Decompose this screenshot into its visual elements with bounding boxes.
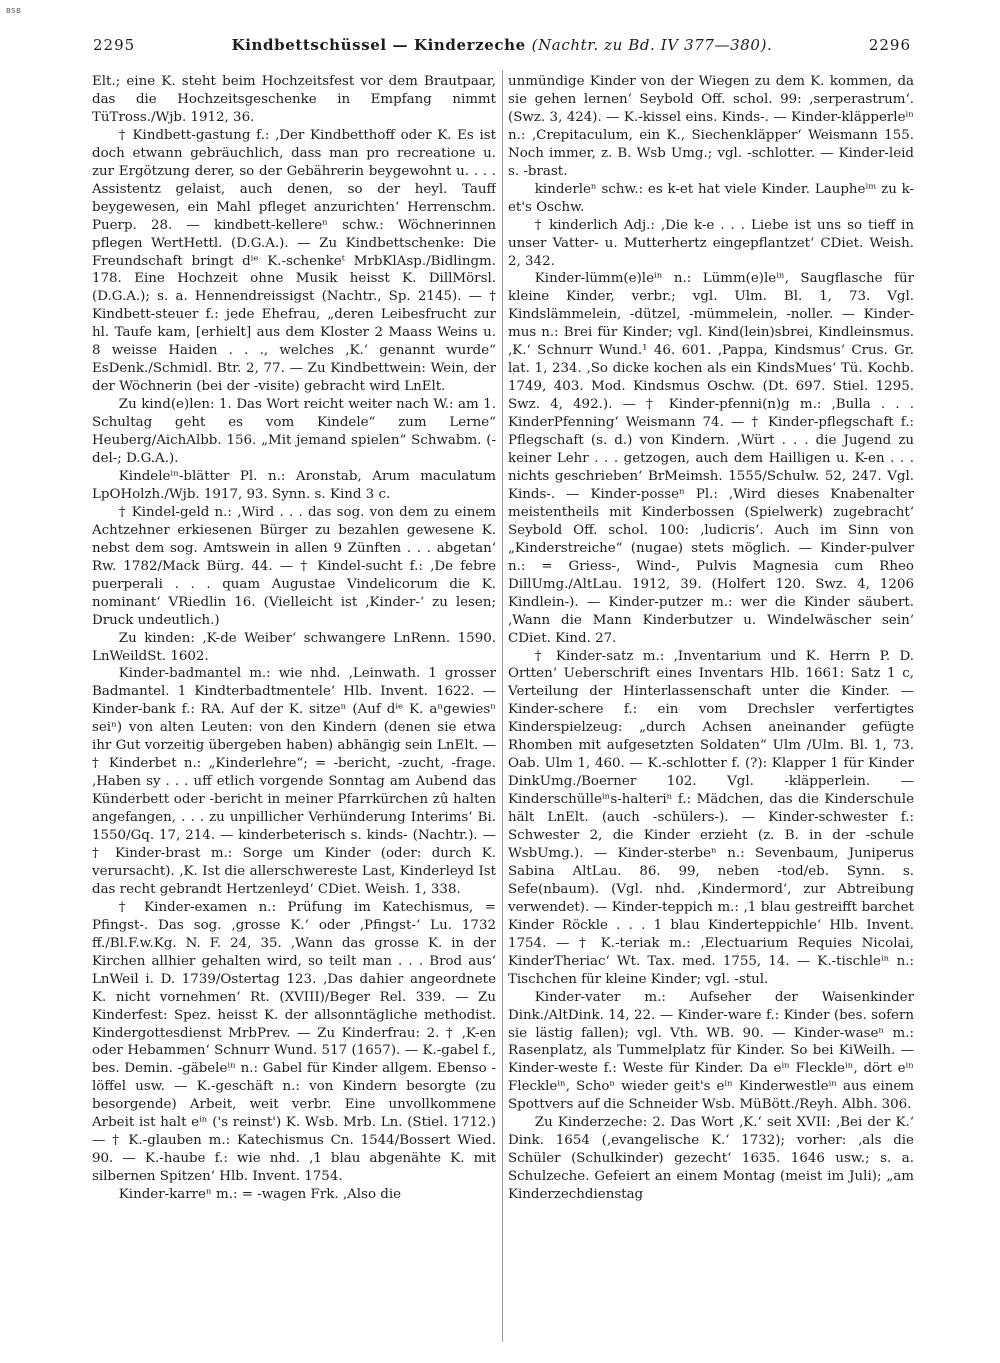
paragraph: Kinder-vater m.: Aufseher der Waisenkinder Dink./AltDink. 14, 22. — Kinder-ware f.: Kinder (bes. sofern sie lästig fallen); vgl. Vth. WB. 90. — Kinder-waseⁿ m.: Rasenplatz, als Tummelplatz für Kinder. So bei KiWeilh. — Kinder-weste f.: Weste für Kinder. Da eⁱⁿ Fleckleⁱⁿ, dört eⁱⁿ Fleckleⁱⁿ, Schoⁿ wieder geit's eⁱⁿ Kinderwestleⁱⁿ aus einem Spottvers auf die Schneider Wsb. MüBött./Reyh. Albh. 306. (508, 989, 914, 1113)
paragraph: † kinderlich Adj.: ‚Die k-e . . . Liebe ist uns so tieff in unser Vatter- u. Mutterhertz eingepflantzet‘ CDiet. Weish. 2, 342. (508, 217, 914, 269)
paragraph: † Kindbett-gastung f.: ‚Der Kindbetthoff oder K. Es ist doch etwann gebräuchlich, dass man pro recreatione u. zur Ergötzung derer, so der Gebährerin beygewohnt u. . . . Assistentz gelaist, auch denen, so der heyl. Tauff beygewesen, ein Mahl pfleget anzurichten‘ Herrenschm. Puerp. 28. — kindbett-kellereⁿ schw.: Wöchnerinnen pflegen WertHettl. (D.G.A.). — Zu Kindbettschenke: Die Freundschaft bringt dⁱᵉ K.-schenkeᵗ MrbKlAsp./Bidlingm. 178. Eine Hochzeit ohne Musik heisst K. DillMörsl. (D.G.A.); s. a. Hennendreissigst (Nachtr., Sp. 2145). — † Kindbett-steuer f.: jede Ehefrau, „deren Leibesfrucht zur hl. Taufe kam, [erhielt] aus dem Kloster 2 Maass Weins u. 8 weisse Haiden . . ., welches ‚K.‘ genannt wurde“ EsDenk./Schmidl. Btr. 2, 77. — Zu Kindbettwein: Wein, der der Wöchnerin (bei der -visite) gebracht wird LnElt. (92, 127, 496, 395)
column-divider (502, 70, 503, 1342)
running-title-subtitle: (Nachtr. zu Bd. IV 377—380). (531, 36, 773, 54)
left-column (92, 73, 496, 1343)
paragraph: Zu Kinderzeche: 2. Das Wort ‚K.‘ seit XVII: ‚Bei der K.‘ Dink. 1654 (‚evangelische K.‘ 1732); vorher: ‚als die Schüler (Schulkinder) gezecht‘ 1635. 1646 usw.; s. a. Schulzeche. Gefeiert an einem Montag (meist im Juli); „am Kinderzechdienstag (508, 1115, 914, 1203)
paragraph: Kindeleⁱⁿ-blätter Pl. n.: Aronstab, Arum maculatum LpOHolzh./Wjb. 1917, 93. Synn. s. Kind 3 c. (92, 468, 496, 502)
paragraph: Zu kinden: ‚K-de Weiber‘ schwangere LnRenn. 1590. LnWeildSt. 1602. (92, 630, 496, 664)
paragraph: unmündige Kinder von der Wiegen zu dem K. kommen, da sie gehen lernen‘ Seybold Off. schol. 99: ‚serperastrum‘. (Swz. 3, 424). — K.-kissel eins. Kinds-. — Kinder-kläpperleⁱⁿ n.: ‚Crepitaculum, ein K., Siechenkläpper‘ Weismann 155. Noch immer, z. B. Wsb Umg.; vgl. -schlotter. — Kinder-leid s. -brast. (508, 74, 914, 179)
paragraph: Kinder-badmantel m.: wie nhd. ‚Leinwath. 1 grosser Badmantel. 1 Kindterbadtmentele‘ Hlb. Invent. 1622. — Kinder-bank f.: RA. Auf der K. sitzeⁿ (Auf dⁱᵉ K. aⁿgewiesⁿ seiⁿ) von alten Leuten: von den Kindern (denen sie etwa ihr Gut vorzeitig übergeben haben) abhängig sein LnElt. — † Kinderbet n.: „Kinderlehre“; = -bericht, -zucht, -frage. ‚Haben sy . . . uff etlich vorgende Sonntag am Aubend das Künderbett oder -bericht in meiner Pfarrkürchen zû halten angefangen, . . . zu unpillicher Verhünderung Interims‘ Bi. 1550/Gq. 17, 214. — kinderbeterisch s. kinds- (Nachtr.). — † Kinder-brast m.: Sorge um Kinder (oder: durch K. verursacht). ‚K. Ist die allerschwereste Last, Kinderleyd Ist das recht gebrandt Hertzenleyd‘ CDiet. Weish. 1, 338. (92, 666, 496, 897)
paragraph: † Kinder-satz m.: ‚Inventarium und K. Herrn P. D. Ortten‘ Ueberschrift eines Inventars Hlb. 1661: Satz 1 c, Verteilung der Hinterlassenschaft unter die Kinder. — Kinder-schere f.: ein vom Drechsler verfertigtes Kinderspielzeug: „durch Achsen aneinander gefügte Rhomben mit aufgesetzten Soldaten“ Ulm /Ulm. Bl. 1, 73. Oab. Ulm 1, 460. — K.-schlotter f. (?): Klapper 1 für Kinder DinkUmg./Boerner 102. Vgl. -kläpperlein. — Kinderschülleⁱⁿs-halteriⁿ f.: Mädchen, das die Kinderschule hält LnElt. (auch -schülers-). — Kinder-schwester f.: Schwester 2, die Kinder erzieht (z. B. in der -schule WsbUmg.). — Kinder-sterbeⁿ n.: Sevenbaum, Juniperus Sabina AltLau. 86. 99, neben -tod/eb. Synn. s. Sefe(nbaum). (Vgl. nhd. ‚Kindermord‘, zur Abtreibung verwendet). — Kinder-teppich m.: ‚1 blau gestreifft barchet Kinder Röckle . . . 1 blau Kinderteppichle‘ Hlb. Invent. 1754. — † K.-teriak m.: ‚Electuarium Requies Nicolai, KinderTheriac‘ Wt. Tax. med. 1755, 14. — K.-tischleⁱⁿ n.: Tischchen für kleine Kinder; vgl. -stul. (508, 648, 914, 987)
running-title (93, 36, 911, 54)
paragraph: Zu kind(e)len: 1. Das Wort reicht weiter nach W.: am 1. Schultag geht es vom Kindele“ zum Lerne“ Heuberg/AichAlbb. 156. „Mit jemand spielen“ Schwabm. (-del-; D.G.A.). (92, 397, 496, 467)
paragraph: Kinder-lümm(e)leⁱⁿ n.: Lümm(e)leⁱⁿ, Saugflasche für kleine Kinder, verbr.; vgl. Ulm. Bl. 1, 73. Vgl. Kindslämmelein, -dützel, -mümmelein, -noller. — Kinder-mus n.: Brei für Kinder; vgl. Kind(lein)sbrei, Kindleinsmus. ‚K.‘ Schnurr Wund.¹ 46. 601. ‚Pappa, Kindsmus‘ Crus. Gr. lat. 1, 234. ‚So dicke kochen als ein KindsMues‘ Tü. Kochb. 1749, 403. Mod. Kindsmus Oschw. (Dt. 697. Stiel. 1295. Swz. 4, 492.). — † Kinder-pfenni(n)g m.: ‚Bulla . . . KinderPfenning‘ Weismann 74. — † Kinder-pflegschaft f.: Pflegschaft (s. d.) von Kindern. ‚Würt . . . die Jugend zu keiner Lehr . . . getzogen, auch dem Hailligen u. K-en . . . nichts geschrieben‘ BrMeimsh. 1555/Schulw. 52, 247. Vgl. Kinds-. — Kinder-posseⁿ Pl.: ‚Wird dieses Knabenalter meistentheils mit Kinderbossen (Spielwerk) zugebracht‘ Seybold Off. schol. 100: ‚ludicris‘. Auch im Sinn von „Kinderstreiche“ (nugae) stets möglich. — Kinder-pulver n.: = Griess-, Wind-, Pulvis Magnesia cum Rheo DillUmg./AltLau. 1912, 39. (Holfert 120. Swz. 4, 1206 Kindlein-). — Kinder-putzer m.: wer die Kinder säubert. ‚Wann die Mann Kinderbutzer u. Windelwäscher sein‘ CDiet. Kind. 27. (508, 271, 914, 646)
page-number-left: 2295 (93, 36, 136, 54)
paragraph: Kinder-karreⁿ m.: = -wagen Frk. ‚Also die (118, 1187, 402, 1203)
right-column (508, 73, 914, 1343)
paragraph: Elt.; eine K. steht beim Hochzeitsfest vor dem Brautpaar, das die Hochzeitsgeschenke in Empfang nimmt TüTross./Wjb. 1912, 36. (92, 74, 496, 125)
page-number-right: 2296 (868, 36, 911, 54)
running-title-main: Kindbettschüssel — Kinderzeche (231, 36, 526, 54)
paragraph: † Kindel-geld n.: ‚Wird . . . das sog. von dem zu einem Achtzehner erkiesenen Bürger zu bezahlen gewesene K. nebst dem sog. Amtswein in allen 9 Zünften . . . abgetan‘ Rw. 1782/Mack Bürg. 44. — † Kindel-sucht f.: ‚De febre puerperali . . . quam Augustae Vindelicorum die K. nominant‘ VRiedlin 16. (Vielleicht ist ‚Kinder-‘ zu lesen; Druck undeutlich.) (92, 504, 496, 628)
page-header (93, 36, 911, 58)
paragraph: † Kinder-examen n.: Prüfung im Katechismus, = Pfingst-. Das sog. ‚grosse K.‘ oder ‚Pfingst-‘ Lu. 1732 ff./Bl.F.w.Kg. N. F. 24, 35. ‚Wann das grosse K. in der Kirchen allhier gehalten wird, so teilt man . . . Brod aus‘ LnWeil i. D. 1739/Ostertag 123. ‚Das dahier angeordnete K. nicht vornehmen‘ Rt. (XVIII)/Beger Rel. 339. — Zu Kinderfest: Spez. heisst K. der allsonntägliche methodist. Kindergottesdienst MrbPrev. — Zu Kinderfrau: 2. † ‚K-en oder Hebammen‘ Schnurr Wund. 517 (1657). — K.-gabel f., bes. Demin. -gäbeleⁱⁿ n.: Gabel für Kinder allgem. Ebenso -löffel usw. — K.-geschäft n.: von Kindern besorgte (zu besorgende) Arbeit, weit verbr. Eine unvollkommene Arbeit ist halt eⁱⁿ ('s reinst') K. Wsb. Mrb. Ln. (Stiel. 1712.) — † K.-glauben m.: Katechismus Cn. 1544/Bossert Wied. 90. — K.-haube f.: wie nhd. ‚1 blau abgenähte K. mit silbernen Spitzen‘ Hlb. Invent. 1754. (92, 899, 496, 1185)
library-stamp: BSB (6, 7, 22, 15)
paragraph: kinderleⁿ schw.: es k-et hat viele Kinder. Laupheⁱᵐ zu k-et's Oschw. (508, 181, 914, 215)
